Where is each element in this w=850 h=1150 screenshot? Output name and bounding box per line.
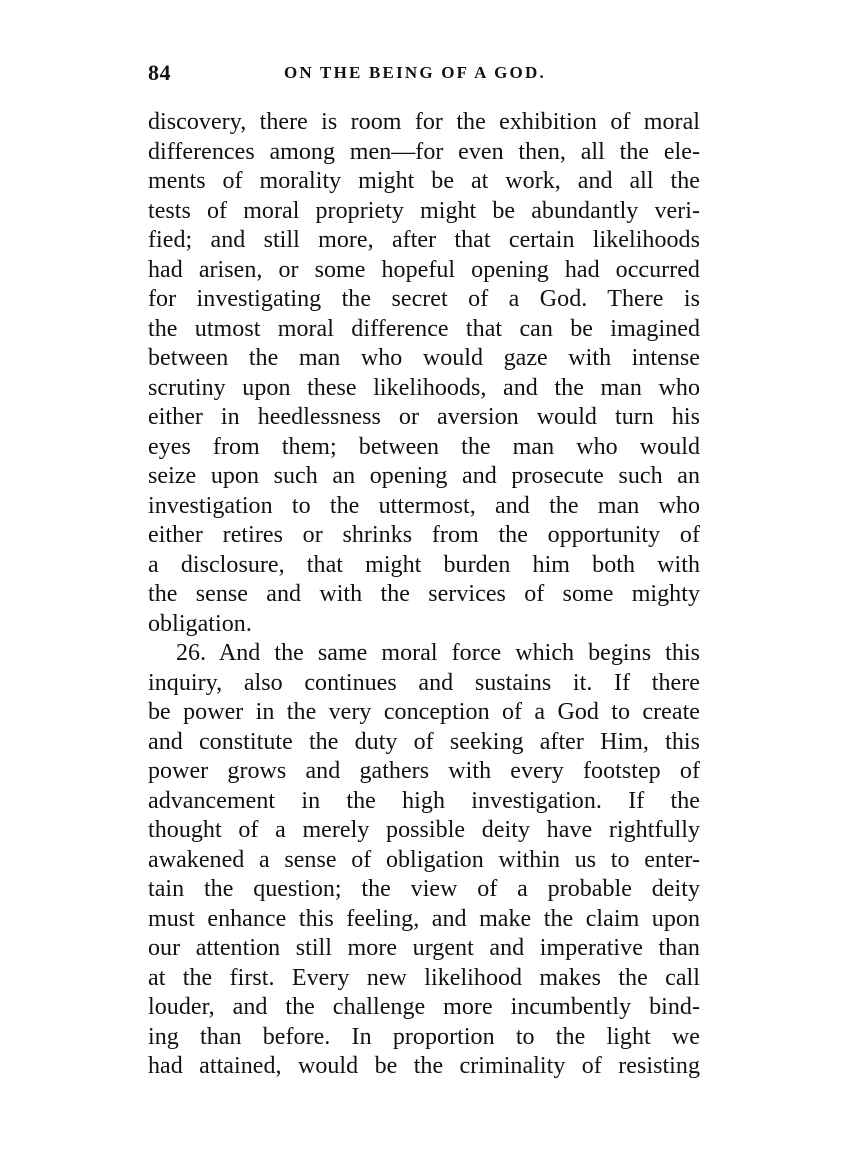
text-line: tests of moral propriety might be abundantly veri- (148, 197, 700, 224)
paragraph-start-line: 26. And the same moral force which begins this (176, 640, 700, 666)
text-line: advancement in the high investigation. If the (148, 787, 700, 814)
text-line: either retires or shrinks from the opportunity of (148, 522, 700, 548)
text-line: between the man who would gaze with intense (148, 345, 700, 371)
text-line: be power in the very conception of a God to create (148, 699, 700, 725)
text-line: power grows and gathers with every footstep of (148, 758, 700, 784)
text-line: ing than before. In proportion to the light we (148, 1023, 700, 1050)
text-line: the sense and with the services of some mighty (148, 581, 700, 607)
text-line: had arisen, or some hopeful opening had occurred (148, 256, 700, 283)
text-line: the utmost moral difference that can be imagined (148, 315, 700, 342)
text-line: a disclosure, that might burden him both with (148, 551, 700, 578)
text-line: eyes from them; between the man who would (148, 433, 700, 460)
text-line: either in heedlessness or aversion would turn his (148, 404, 700, 430)
text-line: our attention still more urgent and imperative than (148, 935, 700, 961)
text-line: discovery, there is room for the exhibition of moral (148, 109, 700, 135)
body-text (148, 108, 700, 1082)
text-line: investigation to the uttermost, and the man who (148, 492, 700, 519)
running-head (148, 60, 700, 90)
text-line: and constitute the duty of seeking after Him, this (148, 728, 700, 755)
text-line: louder, and the challenge more incumbently bind- (148, 994, 700, 1020)
text-line: differences among men—for even then, all the ele- (148, 138, 700, 165)
text-line: ments of morality might be at work, and all the (148, 168, 700, 194)
page-number: 84 (148, 60, 171, 85)
text-line: had attained, would be the criminality of resisting (148, 1053, 700, 1079)
text-line: at the first. Every new likelihood makes the call (148, 964, 700, 991)
text-line: inquiry, also continues and sustains it. If there (148, 669, 700, 696)
text-line: tain the question; the view of a probable deity (148, 876, 700, 902)
text-line: awakened a sense of obligation within us to enter- (148, 846, 700, 873)
text-line: seize upon such an opening and prosecute such an (148, 463, 700, 489)
paragraph-end-line: obligation. (148, 610, 252, 637)
text-line: scrutiny upon these likelihoods, and the man who (148, 374, 700, 401)
text-line: for investigating the secret of a God. There is (148, 286, 700, 312)
text-line: thought of a merely possible deity have rightfully (148, 817, 700, 843)
text-line: must enhance this feeling, and make the claim upon (148, 905, 700, 932)
running-title: ON THE BEING OF A GOD. (284, 63, 546, 82)
text-line: fied; and still more, after that certain likelihoods (148, 227, 700, 253)
